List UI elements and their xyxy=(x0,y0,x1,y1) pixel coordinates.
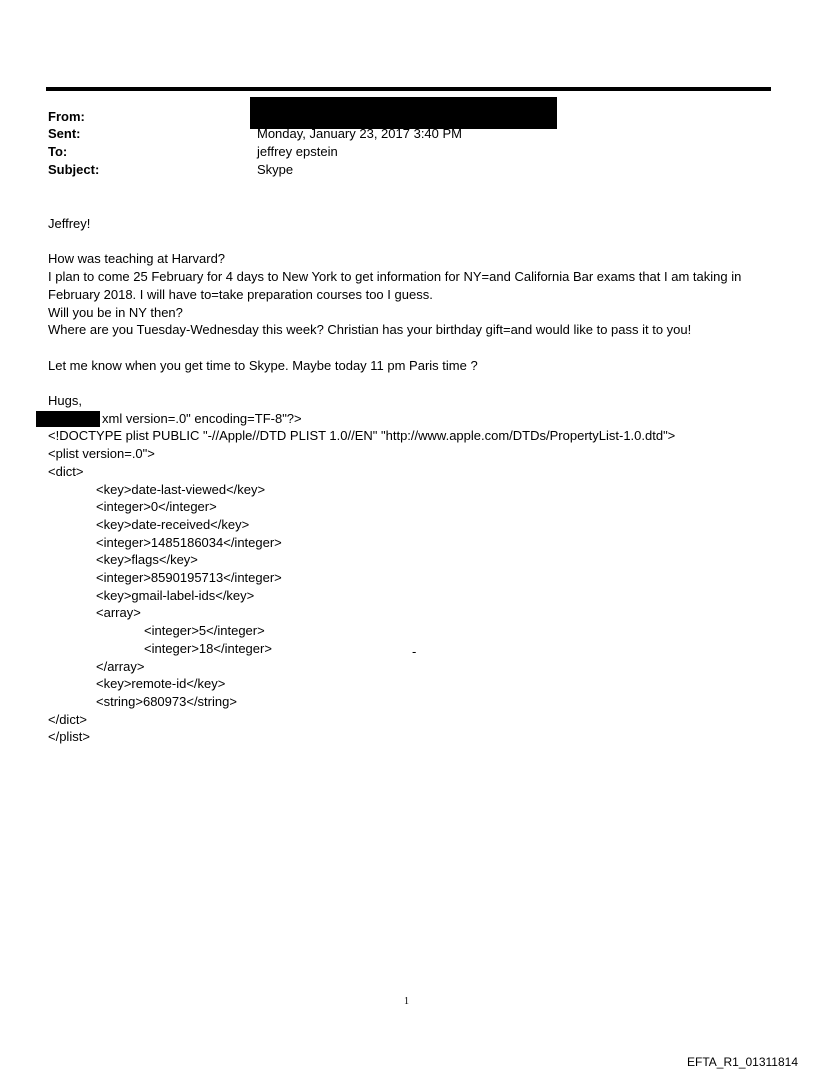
from-label: From: xyxy=(48,109,85,124)
sent-label: Sent: xyxy=(48,126,81,141)
signoff: Hugs, xyxy=(48,392,82,408)
page-number: 1 xyxy=(404,996,409,1007)
sent-value: Monday, January 23, 2017 3:40 PM xyxy=(257,126,462,141)
body-line: How was teaching at Harvard? xyxy=(48,251,226,267)
array-item: <integer>18</integer> xyxy=(144,640,272,656)
plist-line: <key>gmail-label-ids</key> xyxy=(96,587,255,603)
to-value: jeffrey epstein xyxy=(257,144,338,159)
body-line: Where are you Tuesday-Wednesday this week? Christian has your birthday gift=and would like to pass it to you! xyxy=(48,322,692,338)
header-rule xyxy=(46,87,771,91)
subject-label: Subject: xyxy=(48,162,100,177)
array-item: <integer>5</integer> xyxy=(144,623,265,639)
plist-line: <integer>1485186034</integer> xyxy=(96,534,282,550)
plist-line: <key>date-received</key> xyxy=(96,516,250,532)
skype-line: Let me know when you get time to Skype. Maybe today 11 pm Paris time ? xyxy=(48,357,478,373)
stray-mark: - xyxy=(412,644,417,659)
plist-close: </plist> xyxy=(48,729,90,745)
email-body xyxy=(48,215,778,746)
plist-line: <string>680973</string> xyxy=(96,693,237,709)
plist-line: <key>flags</key> xyxy=(96,552,198,568)
plist-line: <integer>8590195713</integer> xyxy=(96,570,282,586)
plist-line: <key>date-last-viewed</key> xyxy=(96,481,266,497)
plist-line: <integer>0</integer> xyxy=(96,499,217,515)
dict-open: <dict> xyxy=(48,463,84,479)
body-line: I plan to come 25 February for 4 days to New York to get information for NY=and California Bar exams that I am taking in February 2018. I will have to=take preparation courses too I guess. xyxy=(48,269,742,302)
plist-line: <array> xyxy=(96,605,141,621)
xml-declaration xyxy=(48,410,778,428)
subject-value: Skype xyxy=(257,162,294,177)
greeting: Jeffrey! xyxy=(48,216,91,231)
body-line: Will you be in NY then? xyxy=(48,304,183,320)
array-close: </array> xyxy=(96,658,145,674)
to-label: To: xyxy=(48,144,68,159)
doctype-line: <!DOCTYPE plist PUBLIC "-//Apple//DTD PLIST 1.0//EN" "http://www.apple.com/DTDs/PropertyList-1.0.dtd"> xyxy=(48,428,676,444)
plist-line: <key>remote-id</key> xyxy=(96,676,226,692)
xml-declaration-text: xml version=.0" encoding=TF-8"?> xyxy=(102,410,302,426)
plist-open: <plist version=.0"> xyxy=(48,446,155,462)
signature-redaction xyxy=(36,411,100,427)
dict-close: </dict> xyxy=(48,711,88,727)
document-id: EFTA_R1_01311814 xyxy=(687,1055,798,1069)
